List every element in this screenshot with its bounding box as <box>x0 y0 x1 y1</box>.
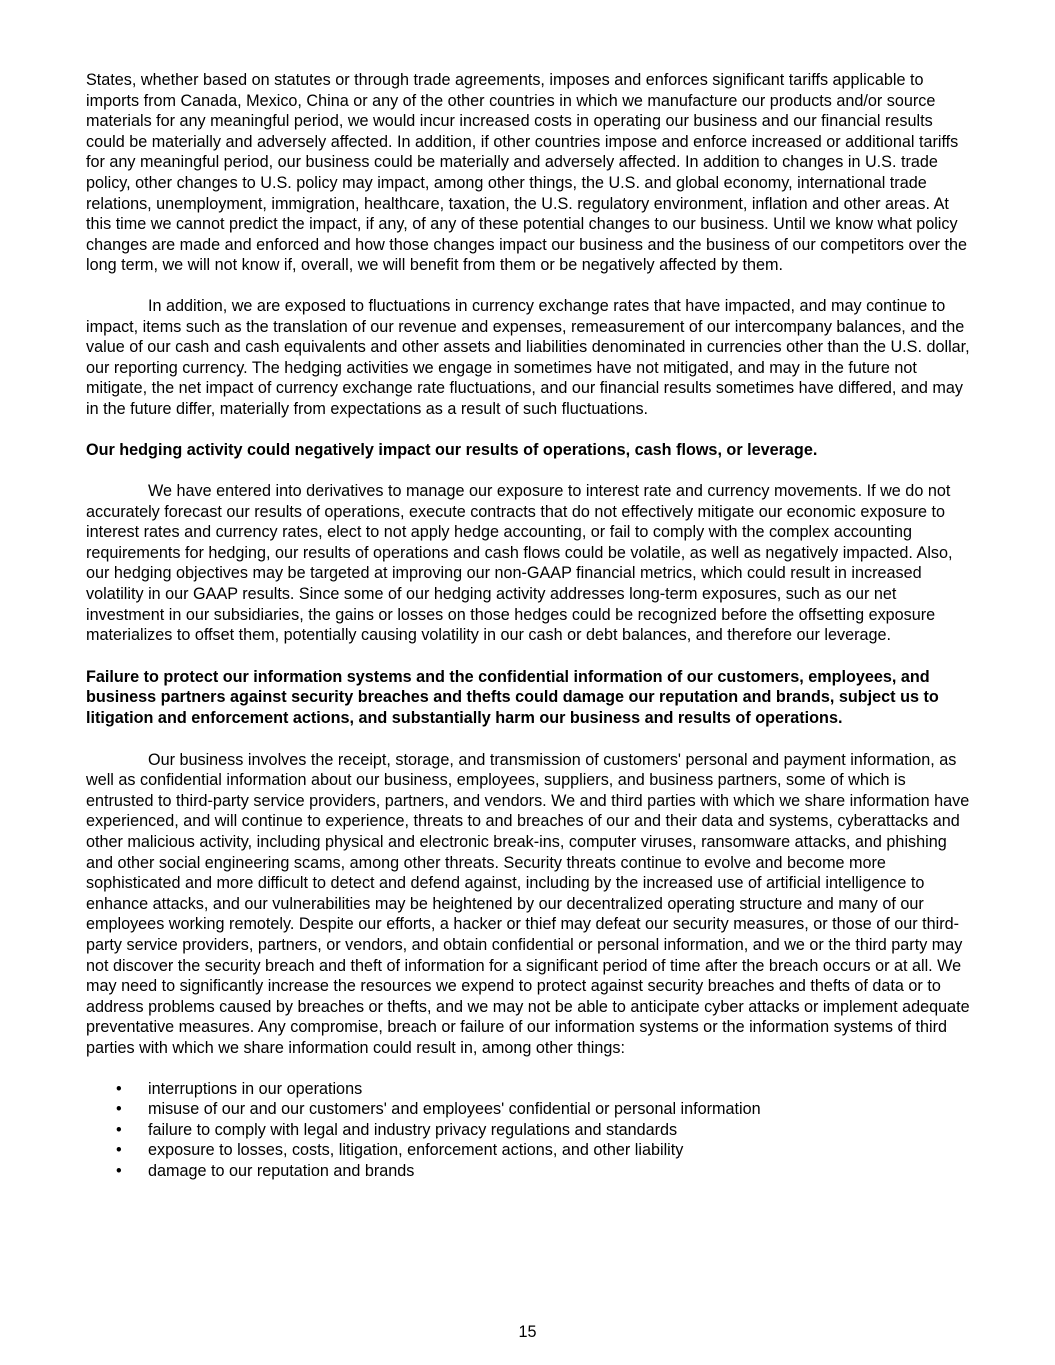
bullet-text: interruptions in our operations <box>148 1079 363 1098</box>
bullet-item <box>86 1079 970 1100</box>
document-page-body <box>86 70 970 1182</box>
paragraph-information-security: Our business involves the receipt, storage, and transmission of customers' personal and payment information, as well as confidential information about our business, employees, suppliers, and business partners, some of which is entrusted to third-party service providers, partners, and vendors. We and third parties with which we share information have experienced, and will continue to experience, threats to and breaches of our and their data and systems, cyberattacks and other malicious activity, including physical and electronic break-ins, computer viruses, ransomware attacks, and phishing and other social engineering scams, among other threats. Security threats continue to evolve and become more sophisticated and more difficult to detect and defend against, including by the increased use of artificial intelligence to enhance attacks, and our vulnerabilities may be heightened by our decentralized operating structure and many of our employees working remotely. Despite our efforts, a hacker or thief may defeat our security measures, or those of our third-party service providers, partners, or vendors, and obtain confidential or personal information, and we or the third party may not discover the security breach and theft of information for a significant period of time after the breach occurs or at all. We may need to significantly increase the resources we expend to protect against security breaches and thefts of data or to address problems caused by breaches or thefts, and we may not be able to anticipate cyber attacks or implement adequate preventative measures. Any compromise, breach or failure of our information systems or the information systems of third parties with which we share information could result in, among other things: <box>86 750 970 1057</box>
heading-information-security-risk: Failure to protect our information systems and the confidential information of our customers, employees, and business partners against security breaches and thefts could damage our reputation and brands, subject us to litigation and enforcement actions, and substantially harm our business and results of operations. <box>86 667 939 728</box>
bullet-text: misuse of our and our customers' and employees' confidential or personal information <box>148 1100 761 1119</box>
bullet-icon: • <box>116 1120 122 1139</box>
bullet-icon: • <box>116 1079 122 1098</box>
paragraph-currency-fluctuations: In addition, we are exposed to fluctuations in currency exchange rates that have impacted, and may continue to impact, items such as the translation of our revenue and expenses, remeasurement of our intercompany balances, and the value of our cash and cash equivalents and other assets and liabilities denominated in currencies other than the U.S. dollar, our reporting currency. The hedging activities we engage in sometimes have not mitigated, and may in the future not mitigate, the net impact of currency exchange rate fluctuations, and our financial results sometimes have differed, and may in the future differ, materially from expectations as a result of such fluctuations. <box>86 296 970 418</box>
bullet-icon: • <box>116 1161 122 1180</box>
bullet-text: failure to comply with legal and industry privacy regulations and standards <box>148 1120 678 1139</box>
paragraph-tariffs-continued: States, whether based on statutes or through trade agreements, imposes and enforces significant tariffs applicable to imports from Canada, Mexico, China or any of the other countries in which we manufacture our products and/or source materials for any meaningful period, we would incur increased costs in operating our business and our financial results could be materially and adversely affected. In addition, if other countries impose and enforce increased or additional tariffs for any meaningful period, our business could be materially and adversely affected. In addition to changes in U.S. trade policy, other changes to U.S. policy may impact, among other things, the U.S. and global economy, international trade relations, unemployment, immigration, healthcare, taxation, the U.S. regulatory environment, inflation and other areas. At this time we cannot predict the impact, if any, of any of these potential changes to our business. Until we know what policy changes are made and enforced and how those changes impact our business and the business of our competitors over the long term, we will not know if, overall, we will benefit from them or be negatively affected by them. <box>86 71 967 275</box>
heading-hedging-risk: Our hedging activity could negatively impact our results of operations, cash flows, or leverage. <box>86 440 818 459</box>
bullet-text: exposure to losses, costs, litigation, enforcement actions, and other liability <box>148 1141 684 1160</box>
bullet-item <box>86 1140 970 1161</box>
bullet-item <box>86 1161 970 1182</box>
page-number: 15 <box>518 1323 537 1341</box>
bullet-icon: • <box>116 1141 122 1160</box>
bullet-item <box>86 1099 970 1120</box>
paragraph-hedging-derivatives: We have entered into derivatives to manage our exposure to interest rate and currency movements. If we do not accurately forecast our results of operations, execute contracts that do not effectively mitigate our economic exposure to interest rates and currency rates, elect to not apply hedge accounting, or fail to comply with the complex accounting requirements for hedging, our results of operations and cash flows could be volatile, as well as negatively impacted. Also, our hedging objectives may be targeted at improving our non-GAAP financial metrics, which could result in increased volatility in our GAAP results. Since some of our hedging activity addresses long-term exposures, such as our net investment in our subsidiaries, the gains or losses on those hedges could be recognized before the offsetting exposure materializes to offset them, potentially causing volatility in our cash or debt balances, and therefore our leverage. <box>86 482 953 645</box>
bullet-text: damage to our reputation and brands <box>148 1161 415 1180</box>
bullet-icon: • <box>116 1100 122 1119</box>
consequences-bullet-list <box>86 1079 970 1182</box>
bullet-item <box>86 1120 970 1141</box>
